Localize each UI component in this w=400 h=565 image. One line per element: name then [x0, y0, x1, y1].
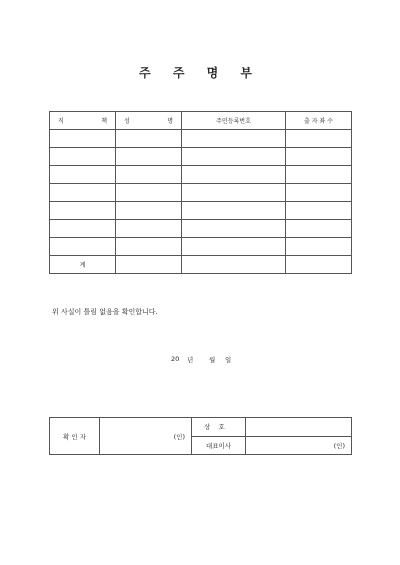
header-name: 성 명: [116, 112, 182, 130]
confirmation-statement: 위 사실이 틀림 없음을 확인합니다.: [52, 308, 158, 316]
month-label: 월: [209, 356, 216, 364]
table-row: [50, 166, 352, 184]
table-row: [50, 238, 352, 256]
table-row: [50, 220, 352, 238]
day-label: 일: [225, 356, 232, 364]
ceo-seal[interactable]: (인): [246, 436, 352, 455]
year-prefix: 20: [171, 355, 180, 363]
shareholder-table: [49, 111, 352, 274]
total-row: [50, 256, 352, 274]
table-row: [50, 202, 352, 220]
table-header-row: [50, 112, 352, 130]
ceo-label: 대표이사: [192, 436, 246, 455]
company-label: 상 호: [192, 418, 246, 437]
table-row: [50, 130, 352, 148]
table-row: [50, 148, 352, 166]
signature-table: [49, 417, 352, 455]
date-line: [171, 355, 231, 364]
confirmer-label: 확 인 자: [50, 418, 100, 455]
header-resident-number: 주민등록번호: [182, 112, 286, 130]
document-title: 주 주 명 부: [139, 66, 261, 80]
total-label: 계: [50, 256, 116, 274]
header-position: 직 책: [50, 112, 116, 130]
company-field[interactable]: [246, 418, 352, 437]
table-row: [50, 184, 352, 202]
year-label: 년: [187, 356, 194, 364]
confirmer-seal[interactable]: (인): [100, 418, 192, 455]
header-shares: 출 자 좌 수: [286, 112, 352, 130]
